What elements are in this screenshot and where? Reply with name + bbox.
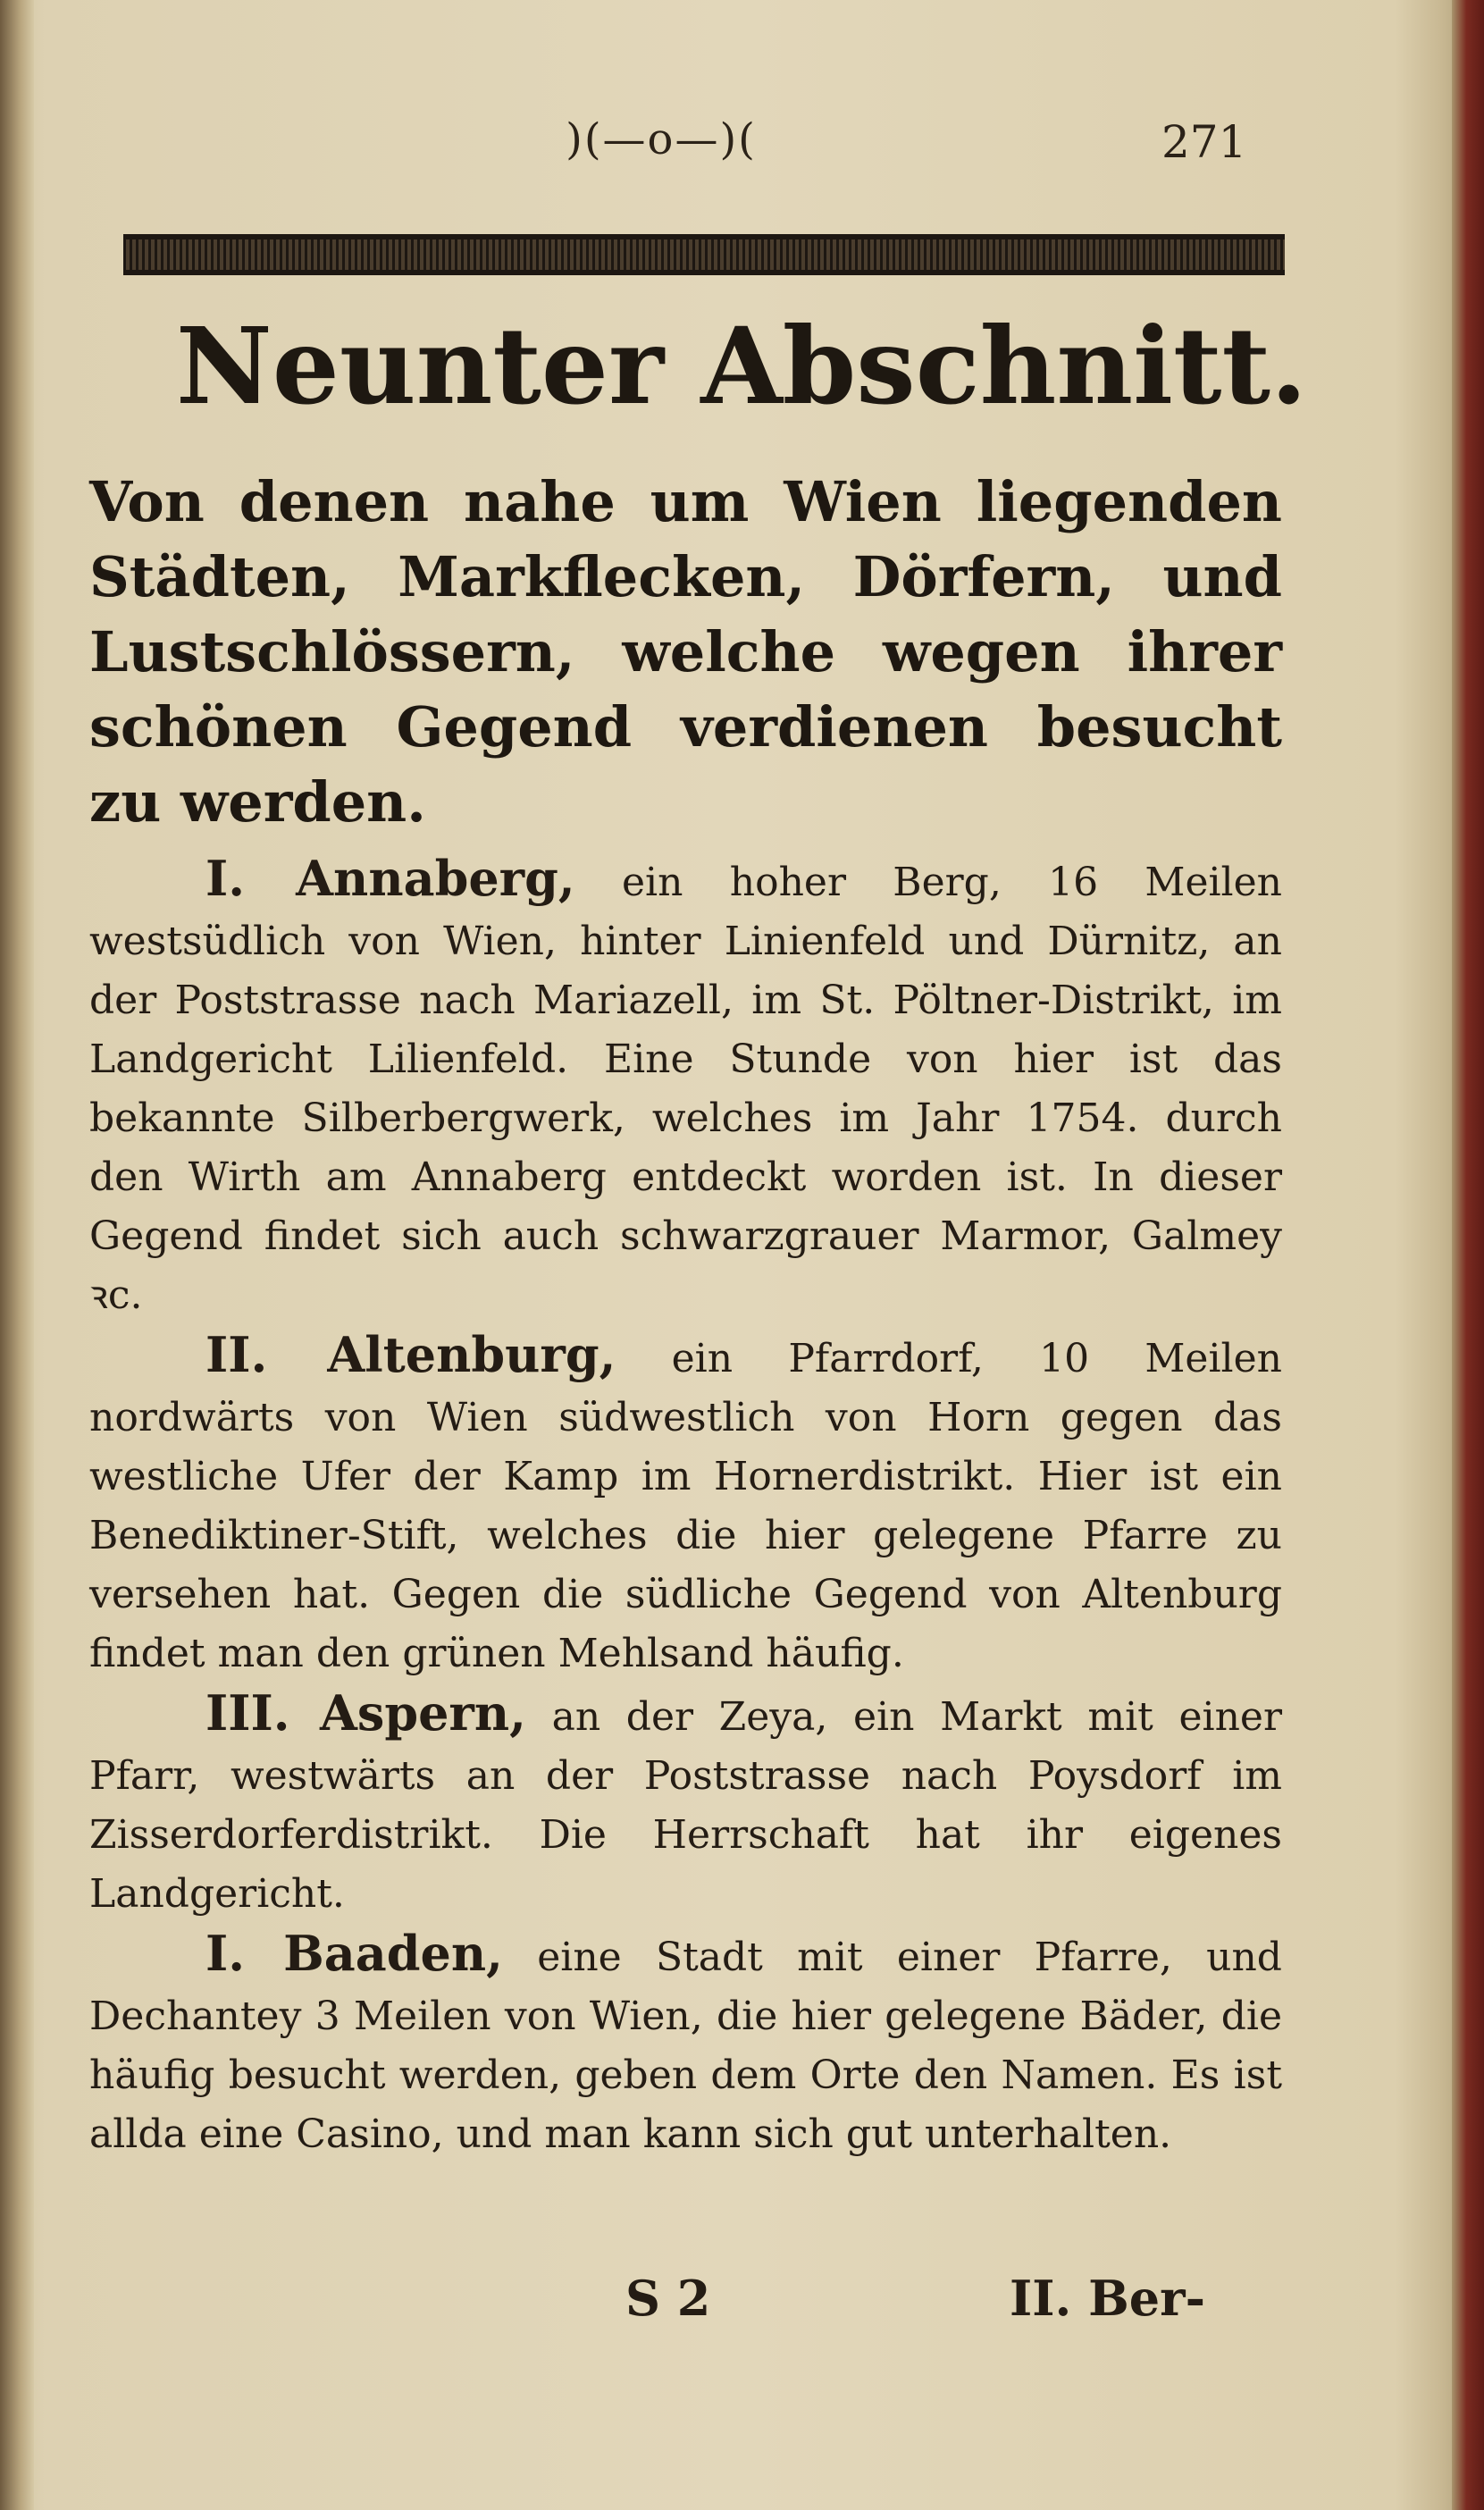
entry-text: an der Zeya, ein Markt mit einer Pfarr, westwärts an der Poststrasse nach Poysdorf im Zisserdorferdistrikt. Die Herrschaft hat ihr eigenes Landgericht.	[89, 1694, 1282, 1917]
chapter-title: Neunter Abschnitt.	[175, 304, 1308, 428]
binding-right-edge	[1452, 0, 1484, 2510]
entry-text: eine Stadt mit einer Pfarre, und Dechantey 3 Meilen von Wien, die hier gelegene Bäder, die häufig besucht werden, geben dem Orte den Namen. Es ist allda eine Casino, und man kann sich gut unterhalten.	[89, 1935, 1282, 2157]
entry-head: I. Baaden,	[205, 1925, 503, 1982]
entry-head: II. Altenburg,	[205, 1326, 616, 1383]
signature-mark: S 2	[625, 2270, 711, 2327]
entry-altenburg	[89, 1325, 1282, 1683]
page-number: 271	[1161, 116, 1247, 168]
entry-head: III. Aspern,	[205, 1684, 526, 1742]
binding-left-edge	[0, 0, 34, 2510]
entry-annaberg	[89, 849, 1282, 1325]
header-ornament: )(—o—)(	[566, 114, 757, 164]
chapter-subtitle: Von denen nahe um Wien liegenden Städten, Markflecken, Dörfern, und Lustschlössern, welche wegen ihrer schönen Gegend verdienen besucht zu werden.	[89, 469, 1282, 835]
catchword: II. Ber-	[1010, 2270, 1205, 2327]
entry-text: ein Pfarrdorf, 10 Meilen nordwärts von Wien südwestlich von Horn gegen das westliche Ufer der Kamp im Hornerdistrikt. Hier ist ein Benediktiner-Stift, welches die hier gelegene Pfarre zu versehen hat. Gegen die südliche Gegend von Altenburg findet man den grünen Mehlsand häufig.	[89, 1336, 1282, 1676]
entry-head: I. Annaberg,	[205, 850, 575, 907]
entry-aspern	[89, 1683, 1282, 1924]
entry-baaden	[89, 1924, 1282, 2164]
decorative-rule	[123, 234, 1285, 275]
entry-list	[89, 849, 1282, 2164]
entry-text: ein hoher Berg, 16 Meilen westsüdlich von Wien, hinter Linienfeld und Dürnitz, an der Poststrasse nach Mariazell, im St. Pöltner-Distrikt, im Landgericht Lilienfeld. Eine Stunde von hier ist das bekannte Silberbergwerk, welches im Jahr 1754. durch den Wirth am Annaberg entdeckt worden ist. In dieser Gegend findet sich auch schwarzgrauer Marmor, Galmey ꝛc.	[89, 860, 1283, 1318]
